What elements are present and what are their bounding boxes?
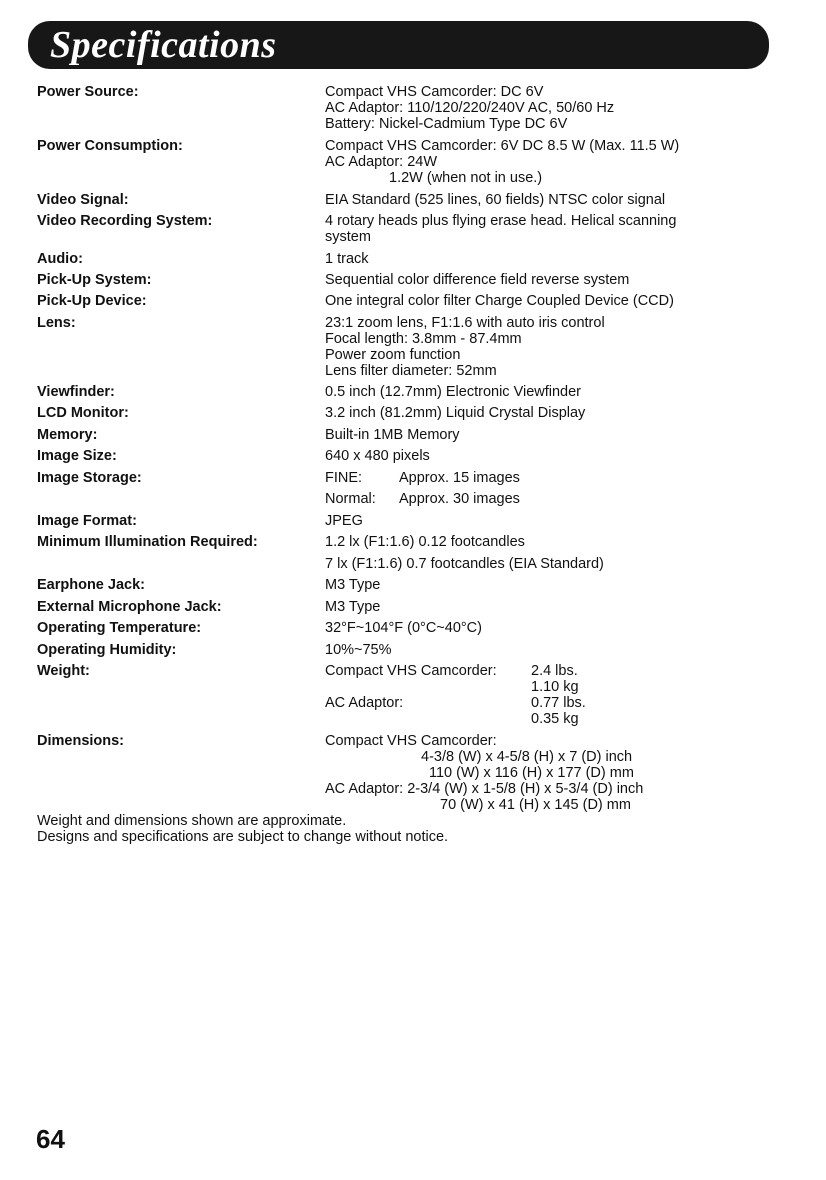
value-image-storage-fine: Approx. 15 images [399,470,520,486]
label-earphone-jack: Earphone Jack: [37,577,145,593]
value-dimensions-adaptor-mm: 70 (W) x 41 (H) x 145 (D) mm [440,797,631,813]
label-lcd-monitor: LCD Monitor: [37,405,129,421]
label-pickup-system: Pick-Up System: [37,272,152,288]
label-video-recording: Video Recording System: [37,213,213,229]
footnote-approximate: Weight and dimensions shown are approximate. [37,813,347,829]
value-power-source-2: AC Adaptor: 110/120/220/240V AC, 50/60 Hz [325,100,615,116]
label-image-format: Image Format: [37,513,137,529]
label-power-consumption: Power Consumption: [37,138,183,154]
label-image-storage: Image Storage: [37,470,142,486]
value-weight-camcorder-lbs: 2.4 lbs. [531,663,578,679]
value-dimensions-camcorder-label: Compact VHS Camcorder: [325,733,497,749]
value-image-storage-normal: Approx. 30 images [399,491,520,507]
label-lens: Lens: [37,315,76,331]
footnote-change-notice: Designs and specifications are subject to change without notice. [37,829,449,845]
label-image-size: Image Size: [37,448,117,464]
value-weight-camcorder-kg: 1.10 kg [531,679,579,695]
value-min-illumination-2: 7 lx (F1:1.6) 0.7 footcandles (EIA Standard) [325,556,604,572]
label-pickup-device: Pick-Up Device: [37,293,147,309]
value-min-illumination-1: 1.2 lx (F1:1.6) 0.12 footcandles [325,534,525,550]
value-dimensions-camcorder-inch: 4-3/8 (W) x 4-5/8 (H) x 7 (D) inch [421,749,633,765]
label-viewfinder: Viewfinder: [37,384,115,400]
value-power-source-1: Compact VHS Camcorder: DC 6V [325,84,544,100]
label-min-illumination: Minimum Illumination Required: [37,534,258,550]
value-memory: Built-in 1MB Memory [325,427,460,443]
value-image-storage-normal-label: Normal: [325,491,376,507]
label-dimensions: Dimensions: [37,733,125,749]
value-lens-1: 23:1 zoom lens, F1:1.6 with auto iris control [325,315,605,331]
value-viewfinder: 0.5 inch (12.7mm) Electronic Viewfinder [325,384,582,400]
value-weight-adaptor-lbs: 0.77 lbs. [531,695,586,711]
value-lcd-monitor: 3.2 inch (81.2mm) Liquid Crystal Display [325,405,586,421]
value-video-recording-2: system [325,229,371,245]
value-image-format: JPEG [325,513,363,529]
label-video-signal: Video Signal: [37,192,129,208]
value-dimensions-adaptor-inch: AC Adaptor: 2-3/4 (W) x 1-5/8 (H) x 5-3/4 (D) inch [325,781,644,797]
value-weight-adaptor-label: AC Adaptor: [325,695,404,711]
value-ext-mic-jack: M3 Type [325,599,381,615]
value-video-signal: EIA Standard (525 lines, 60 fields) NTSC color signal [325,192,666,208]
value-lens-3: Power zoom function [325,347,461,363]
value-power-consumption-1: Compact VHS Camcorder: 6V DC 8.5 W (Max. 11.5 W) [325,138,680,154]
label-memory: Memory: [37,427,98,443]
value-image-storage-fine-label: FINE: [325,470,363,486]
label-op-temperature: Operating Temperature: [37,620,202,636]
value-dimensions-camcorder-mm: 110 (W) x 116 (H) x 177 (D) mm [429,765,634,781]
value-pickup-device: One integral color filter Charge Coupled Device (CCD) [325,293,674,309]
label-weight: Weight: [37,663,90,679]
page-number: 64 [36,1124,65,1154]
label-power-source: Power Source: [37,84,139,100]
value-lens-4: Lens filter diameter: 52mm [325,363,497,379]
label-ext-mic-jack: External Microphone Jack: [37,599,222,615]
value-video-recording-1: 4 rotary heads plus flying erase head. Helical scanning [325,213,677,229]
value-weight-camcorder-label: Compact VHS Camcorder: [325,663,497,679]
value-pickup-system: Sequential color difference field reverse system [325,272,630,288]
value-power-source-3: Battery: Nickel-Cadmium Type DC 6V [325,116,568,132]
value-image-size: 640 x 480 pixels [325,448,430,464]
value-power-consumption-3: 1.2W (when not in use.) [389,170,543,186]
value-op-humidity: 10%~75% [325,642,392,658]
page-title: Specifications [50,24,277,66]
value-lens-2: Focal length: 3.8mm - 87.4mm [325,331,522,347]
value-op-temperature: 32°F~104°F (0°C~40°C) [325,620,482,636]
label-op-humidity: Operating Humidity: [37,642,177,658]
label-audio: Audio: [37,251,83,267]
value-weight-adaptor-kg: 0.35 kg [531,711,579,727]
value-power-consumption-2: AC Adaptor: 24W [325,154,438,170]
title-banner [28,21,769,69]
value-earphone-jack: M3 Type [325,577,381,593]
value-audio: 1 track [325,251,369,267]
